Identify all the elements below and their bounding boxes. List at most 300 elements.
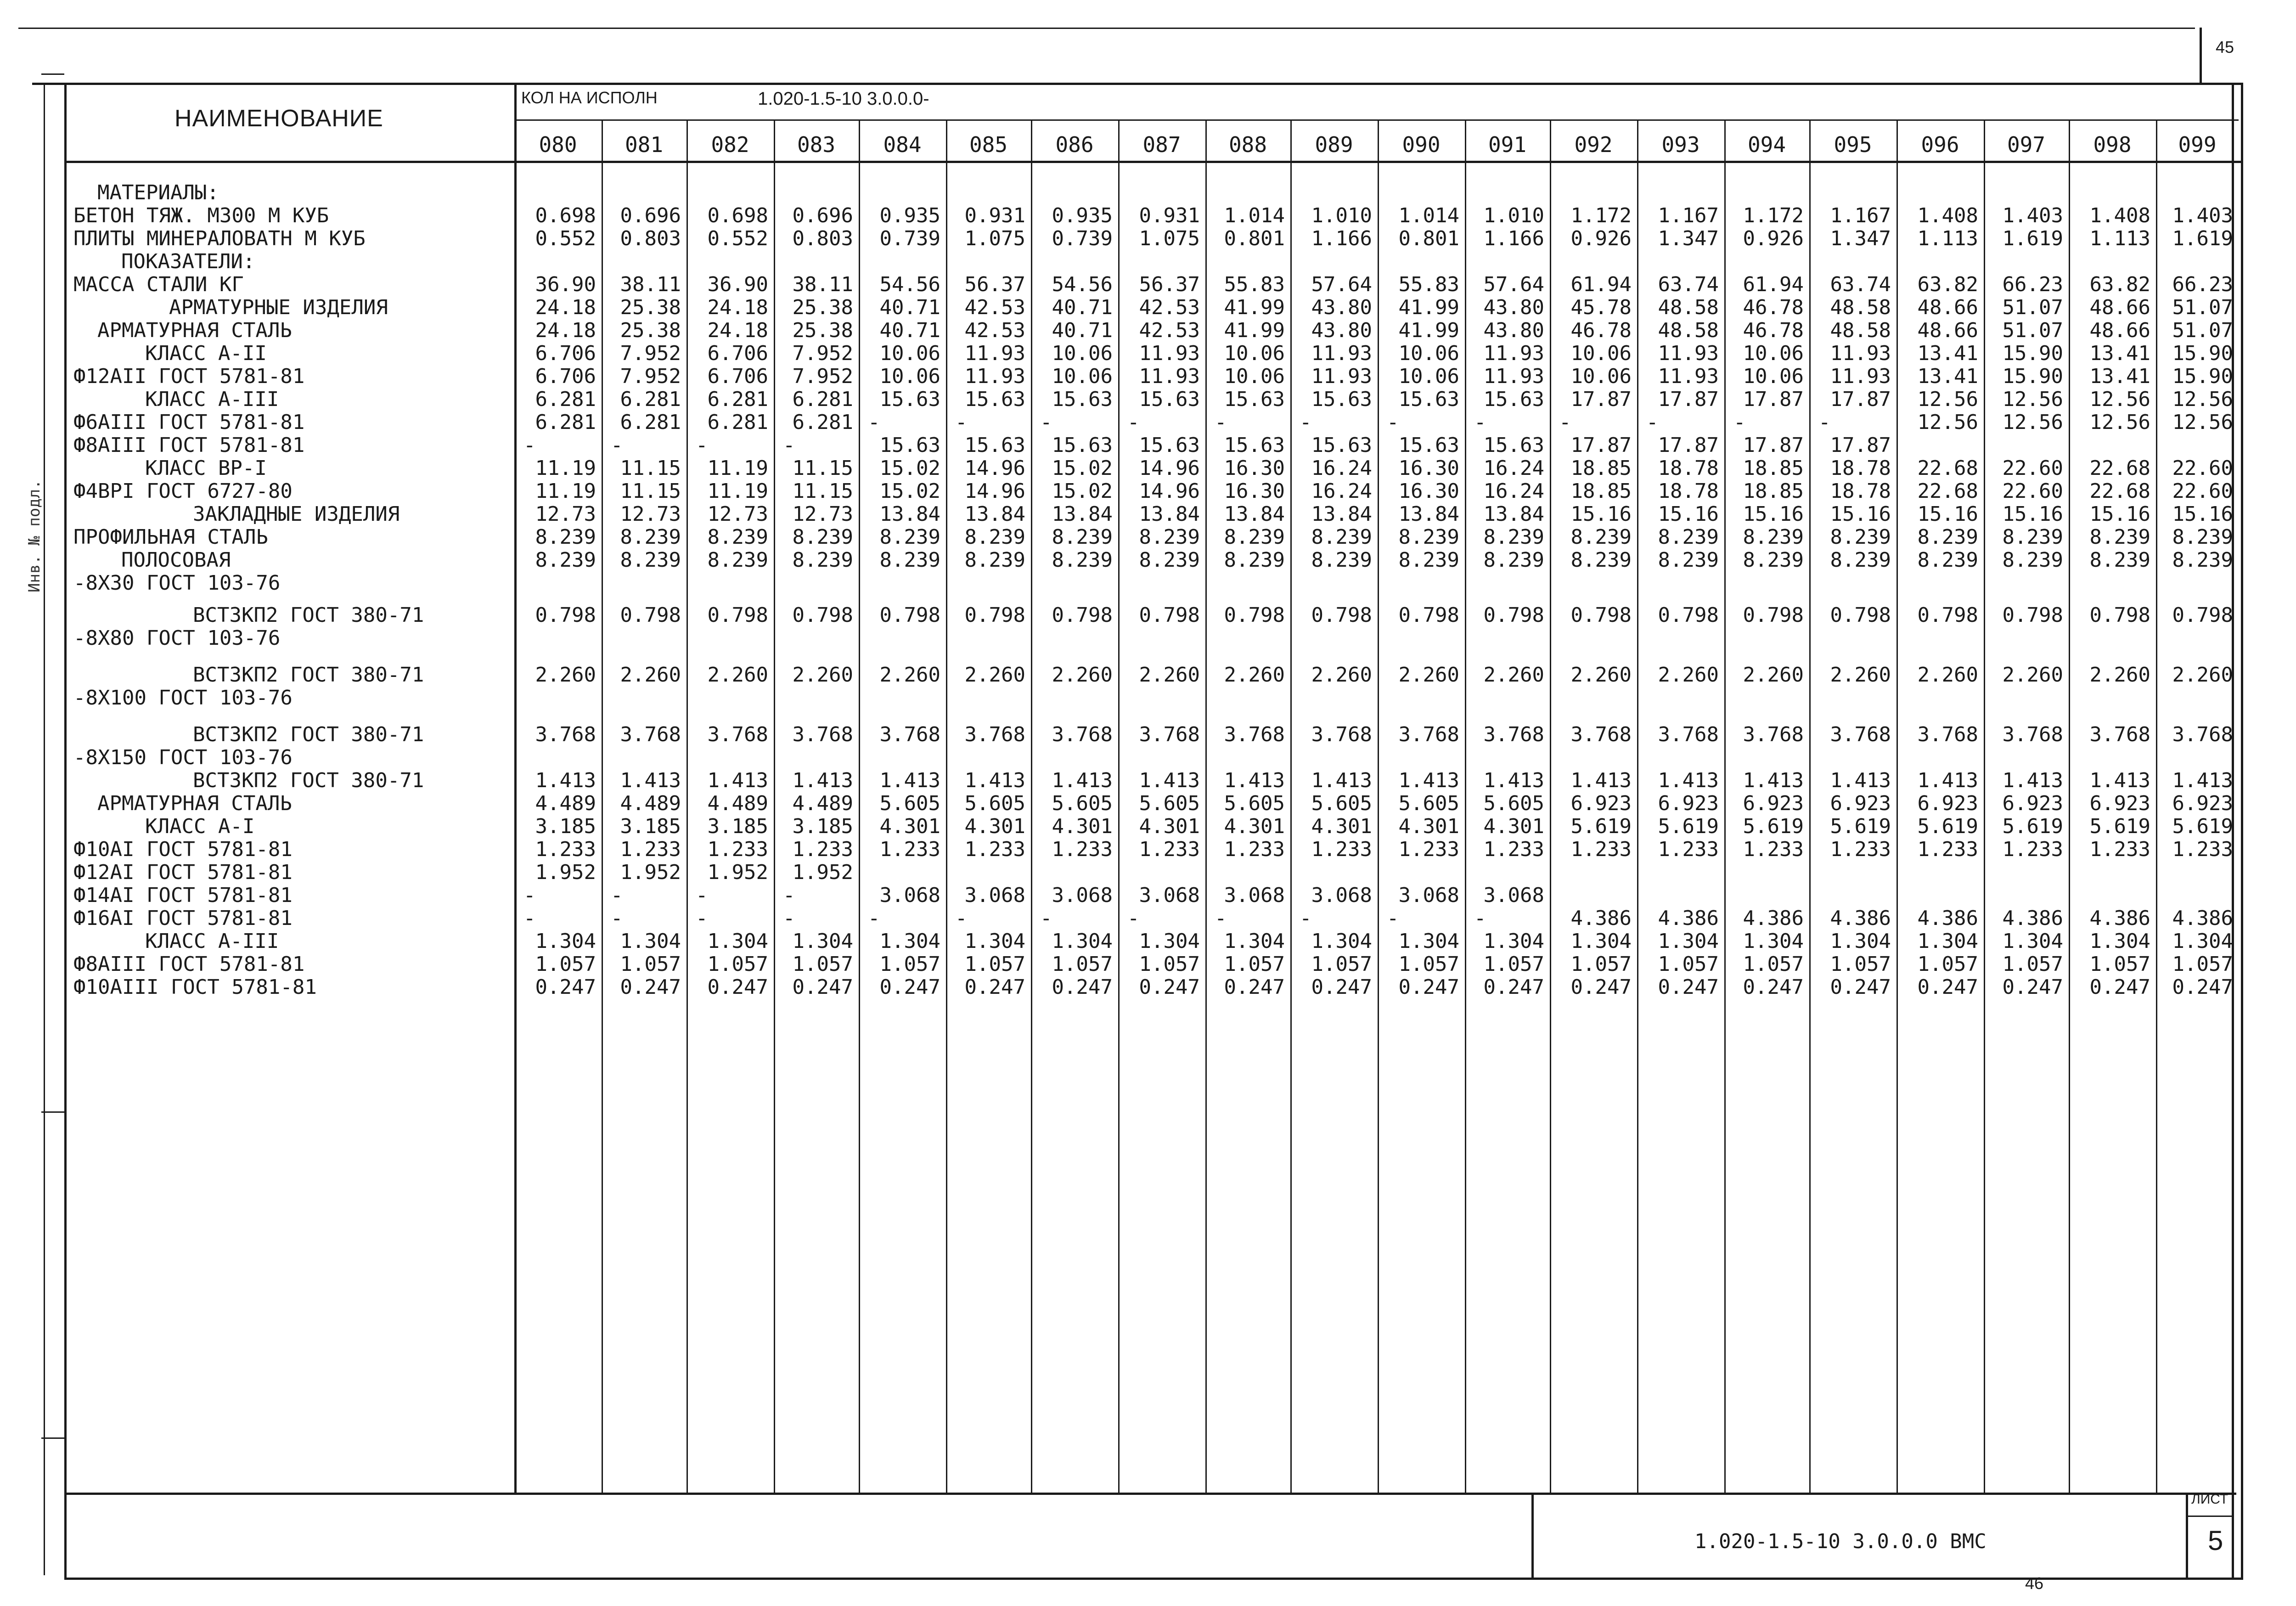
table-cell: 15.63 [1052,388,1113,411]
table-cell: 2.260 [1139,663,1200,687]
table-cell: 11.93 [1311,365,1372,388]
table-cell: 8.239 [1658,548,1719,572]
row-label: ПОКАЗАТЕЛИ: [121,250,255,273]
table-cell: 25.38 [620,319,681,342]
table-cell: 1.057 [1052,952,1113,976]
table-cell: 4.301 [1224,815,1285,838]
table-cell: 10.06 [1224,365,1285,388]
table-cell: 3.768 [1917,723,1978,746]
stamp-top [64,1493,2236,1495]
table-cell: 15.90 [2002,342,2063,365]
table-cell: 0.247 [1483,975,1544,999]
table-cell: 56.37 [1139,273,1200,296]
table-cell: 0.698 [707,204,768,227]
table-cell: 8.239 [2002,525,2063,549]
table-cell: 0.247 [620,975,681,999]
column-header: 090 [1402,132,1441,157]
table-cell: 17.87 [1570,434,1632,457]
column-header: 086 [1055,132,1094,157]
table-cell: 7.952 [620,365,681,388]
table-cell: 13.84 [1052,502,1113,526]
table-cell: 1.413 [1658,769,1719,792]
frame-left [64,83,67,1580]
table-cell: 1.233 [879,838,940,861]
table-cell: 14.96 [964,479,1025,503]
table-cell: 22.68 [1917,479,1978,503]
table-cell: 1.233 [1139,838,1200,861]
table-cell: 17.87 [1830,388,1891,411]
table-cell: 6.923 [1917,792,1978,815]
table-cell: 22.68 [2089,456,2150,480]
table-cell: 15.02 [879,456,940,480]
table-cell: 4.301 [1483,815,1544,838]
table-cell: 1.010 [1311,204,1372,227]
table-cell: 17.87 [1830,434,1891,457]
table-cell: 11.15 [792,456,853,480]
table-cell: 11.93 [1658,342,1719,365]
table-cell: 22.68 [2089,479,2150,503]
table-cell: 46.78 [1743,319,1804,342]
row-label: КЛАСС А-II [145,342,267,365]
table-cell: 15.63 [1139,388,1200,411]
table-cell: 1.233 [1917,838,1978,861]
table-cell: 8.239 [1917,525,1978,549]
table-cell: 56.37 [964,273,1025,296]
table-cell: 0.247 [1139,975,1200,999]
table-cell: 1.413 [1830,769,1891,792]
table-cell: 1.413 [1139,769,1200,792]
table-cell: 6.923 [1743,792,1804,815]
column-header: 098 [2093,132,2132,157]
row-label: Ф8АIII ГОСТ 5781-81 [73,434,305,457]
table-cell: 15.16 [2172,502,2233,526]
table-cell: 1.233 [707,838,768,861]
table-cell: 1.172 [1743,204,1804,227]
table-cell: 40.71 [1052,319,1113,342]
table-cell: 42.53 [964,319,1025,342]
table-cell: 14.96 [1139,479,1200,503]
table-cell: 46.78 [1570,319,1632,342]
table-cell: 48.66 [1917,319,1978,342]
table-cell: 1.057 [1570,952,1632,976]
table-cell: 1.304 [1311,930,1372,953]
table-cell: 8.239 [707,525,768,549]
table-cell: 36.90 [707,273,768,296]
table-cell: 63.74 [1658,273,1719,296]
row-label: ВСТ3КП2 ГОСТ 380-71 [193,769,424,792]
table-cell: 0.798 [1743,603,1804,627]
table-cell: 11.93 [1139,365,1200,388]
sheet-number: 5 [2208,1525,2223,1556]
table-cell: 3.185 [620,815,681,838]
table-cell: 1.619 [2172,227,2233,250]
table-cell: 8.239 [2089,548,2150,572]
table-cell: 8.239 [1311,525,1372,549]
table-cell: 3.068 [1139,884,1200,907]
table-cell: 0.247 [792,975,853,999]
table-cell: 1.413 [1743,769,1804,792]
table-cell: 8.239 [2172,548,2233,572]
table-cell: - [1474,411,1486,434]
table-cell: 6.706 [707,365,768,388]
table-cell: 6.281 [535,388,596,411]
table-cell: 1.413 [1917,769,1978,792]
table-cell: - [783,884,795,907]
table-cell: 15.63 [1311,388,1372,411]
table-cell: 0.798 [1224,603,1285,627]
stamp-sheet-left [2186,1493,2188,1578]
table-cell: 0.247 [1311,975,1372,999]
table-cell: 48.58 [1830,296,1891,319]
table-cell: 5.605 [1224,792,1285,815]
table-cell: 1.057 [879,952,940,976]
table-cell: 8.239 [1483,525,1544,549]
table-cell: 1.347 [1658,227,1719,250]
table-cell: 11.93 [1311,342,1372,365]
table-cell: 11.19 [707,456,768,480]
header-qty-label: КОЛ НА ИСПОЛН [521,88,658,107]
table-cell: 15.63 [1224,388,1285,411]
table-cell: 41.99 [1398,296,1459,319]
table-cell: 12.56 [2089,411,2150,434]
table-cell: 11.15 [620,479,681,503]
table-cell: 3.768 [1224,723,1285,746]
table-cell: 4.386 [1570,907,1632,930]
table-cell: 1.166 [1483,227,1544,250]
table-cell: 63.74 [1830,273,1891,296]
table-cell: 41.99 [1398,319,1459,342]
table-cell: 0.798 [792,603,853,627]
table-cell: 4.386 [1658,907,1719,930]
table-cell: 1.113 [2089,227,2150,250]
column-header: 092 [1574,132,1613,157]
table-cell: 2.260 [535,663,596,687]
table-cell: 24.18 [707,296,768,319]
table-cell: 24.18 [535,296,596,319]
table-cell: 0.798 [1570,603,1632,627]
table-cell: 0.931 [1139,204,1200,227]
table-cell: 8.239 [879,548,940,572]
row-label: ПЛИТЫ МИНЕРАЛОВАТН М КУБ [73,227,366,250]
table-cell: 1.233 [1658,838,1719,861]
table-cell: 0.798 [707,603,768,627]
row-label: АРМАТУРНАЯ СТАЛЬ [97,319,292,342]
table-cell: 5.605 [1483,792,1544,815]
table-cell: 4.386 [1830,907,1891,930]
table-cell: 0.798 [1483,603,1544,627]
row-label: ПОЛОСОВАЯ [121,548,231,572]
table-cell: 1.057 [1917,952,1978,976]
table-cell: 18.78 [1658,456,1719,480]
column-header: 099 [2178,132,2217,157]
table-cell: 1.413 [1224,769,1285,792]
table-cell: 5.619 [2002,815,2063,838]
table-cell: 1.172 [1570,204,1632,227]
table-cell: 1.233 [2172,838,2233,861]
table-cell: 0.247 [707,975,768,999]
table-cell: 3.768 [1570,723,1632,746]
column-header: 096 [1921,132,1959,157]
table-cell: 3.185 [792,815,853,838]
table-cell: 11.15 [792,479,853,503]
table-cell: 12.73 [535,502,596,526]
table-cell: 17.87 [1570,388,1632,411]
table-cell: 8.239 [1743,548,1804,572]
table-cell: 0.798 [879,603,940,627]
table-cell: 16.30 [1224,456,1285,480]
table-cell: 1.233 [964,838,1025,861]
row-label: АРМАТУРНЫЕ ИЗДЕЛИЯ [169,296,388,319]
table-cell: 2.260 [1224,663,1285,687]
table-cell: 43.80 [1483,296,1544,319]
table-cell: 5.619 [1743,815,1804,838]
table-cell: 1.304 [1224,930,1285,953]
table-cell: 15.63 [1139,434,1200,457]
row-label: МАТЕРИАЛЫ: [97,181,219,204]
table-cell: 8.239 [964,548,1025,572]
table-cell: 0.247 [2089,975,2150,999]
row-label: БЕТОН ТЯЖ. М300 М КУБ [73,204,329,227]
table-cell: 0.552 [535,227,596,250]
table-cell: 13.84 [879,502,940,526]
table-cell: 25.38 [620,296,681,319]
table-cell: - [611,434,623,457]
table-cell: 1.413 [2089,769,2150,792]
table-cell: 2.260 [2089,663,2150,687]
table-cell: 1.233 [1570,838,1632,861]
table-cell: 5.619 [1830,815,1891,838]
table-cell: 2.260 [620,663,681,687]
table-cell: 8.239 [535,548,596,572]
table-cell: 22.60 [2002,479,2063,503]
top-rule [18,28,2195,29]
table-cell: 43.80 [1311,296,1372,319]
table-cell: 6.281 [792,388,853,411]
table-cell: 12.56 [2172,411,2233,434]
table-cell: - [783,907,795,930]
table-cell: 1.952 [707,861,768,884]
table-cell: 1.304 [879,930,940,953]
document-code: 1.020-1.5-10 3.0.0.0 ВМС [1694,1530,1986,1553]
table-cell: 0.798 [535,603,596,627]
table-cell: 1.304 [535,930,596,953]
table-cell: 8.239 [1224,548,1285,572]
table-cell: - [696,434,708,457]
row-label: КЛАСС А-I [145,815,255,838]
table-cell: 22.68 [1917,456,1978,480]
table-cell: 3.768 [1052,723,1113,746]
table-cell: 61.94 [1743,273,1804,296]
table-cell: 13.84 [1224,502,1285,526]
table-cell: 1.619 [2002,227,2063,250]
table-cell: 10.06 [1052,365,1113,388]
table-cell: 3.768 [1311,723,1372,746]
table-cell: 55.83 [1398,273,1459,296]
row-label: ПРОФИЛЬНАЯ СТАЛЬ [73,525,268,549]
table-cell: 10.06 [1743,342,1804,365]
table-cell: 4.489 [792,792,853,815]
table-cell: - [868,907,880,930]
table-cell: 15.02 [1052,456,1113,480]
table-cell: 15.63 [879,434,940,457]
table-cell: 63.82 [1917,273,1978,296]
table-cell: 18.78 [1830,456,1891,480]
table-cell: 0.247 [1743,975,1804,999]
table-cell: 66.23 [2172,273,2233,296]
table-cell: 1.233 [2089,838,2150,861]
table-cell: 10.06 [1398,365,1459,388]
table-cell: 5.605 [879,792,940,815]
table-cell: 18.85 [1570,456,1632,480]
column-header: 088 [1228,132,1267,157]
table-cell: 13.84 [1483,502,1544,526]
table-cell: 1.057 [1743,952,1804,976]
table-cell: 8.239 [1311,548,1372,572]
table-cell: 0.247 [1570,975,1632,999]
row-label: ВСТ3КП2 ГОСТ 380-71 [193,603,424,627]
table-cell: 8.239 [1658,525,1719,549]
table-cell: 5.619 [1570,815,1632,838]
table-cell: 6.281 [707,411,768,434]
table-cell: 0.247 [535,975,596,999]
table-cell: 1.413 [1570,769,1632,792]
stamp-left [1531,1493,1534,1578]
table-cell: 1.304 [1483,930,1544,953]
table-cell: 15.16 [1743,502,1804,526]
frame-top [32,83,2241,85]
table-cell: 13.41 [1917,365,1978,388]
table-cell: 0.798 [620,603,681,627]
table-cell: 3.768 [792,723,853,746]
table-cell: 8.239 [707,548,768,572]
table-cell: 8.239 [535,525,596,549]
table-cell: - [1474,907,1486,930]
table-cell: 1.952 [792,861,853,884]
table-cell: 3.768 [620,723,681,746]
row-label: Ф12АI ГОСТ 5781-81 [73,861,293,884]
table-cell: 15.16 [2089,502,2150,526]
table-cell: 3.768 [1658,723,1719,746]
table-cell: 1.010 [1483,204,1544,227]
table-cell: 8.239 [792,548,853,572]
table-cell: 1.167 [1658,204,1719,227]
table-cell: 6.281 [707,388,768,411]
table-cell: 15.63 [1311,434,1372,457]
table-cell: - [611,884,623,907]
table-cell: 2.260 [707,663,768,687]
header-series-code: 1.020-1.5-10 3.0.0.0- [758,89,929,109]
column-header: 080 [539,132,577,157]
table-cell: 15.90 [2172,342,2233,365]
table-cell: 15.16 [1830,502,1891,526]
table-cell: - [783,434,795,457]
row-label: Ф6АIII ГОСТ 5781-81 [73,411,305,434]
table-cell: 1.057 [792,952,853,976]
table-cell: 2.260 [2172,663,2233,687]
table-cell: 3.068 [1224,884,1285,907]
table-cell: 48.66 [1917,296,1978,319]
table-cell: 5.605 [1398,792,1459,815]
table-cell: 3.768 [1398,723,1459,746]
table-cell: 0.739 [879,227,940,250]
table-cell: 2.260 [879,663,940,687]
table-cell: - [611,907,623,930]
table-cell: 0.798 [2172,603,2233,627]
table-cell: 15.02 [1052,479,1113,503]
row-label: Ф4ВРI ГОСТ 6727-80 [73,479,293,503]
table-cell: - [1215,411,1227,434]
table-cell: 15.63 [1052,434,1113,457]
table-cell: 2.260 [792,663,853,687]
table-cell: 8.239 [620,525,681,549]
table-cell: 55.83 [1224,273,1285,296]
table-cell: 36.90 [535,273,596,296]
table-cell: 12.73 [707,502,768,526]
page-number-top: 45 [2216,38,2234,56]
table-cell: 11.93 [1139,342,1200,365]
table-cell: 8.239 [1052,525,1113,549]
table-cell: 3.768 [1139,723,1200,746]
table-cell: - [696,907,708,930]
column-header: 081 [625,132,664,157]
stamp-sheet-divider [2186,1516,2232,1517]
table-cell: 3.768 [2089,723,2150,746]
table-cell: 22.60 [2002,456,2063,480]
table-cell: 25.38 [792,319,853,342]
table-cell: - [523,884,536,907]
table-cell: 0.798 [1830,603,1891,627]
table-cell: 15.90 [2002,365,2063,388]
table-cell: 5.619 [1917,815,1978,838]
header-bottom-rule [64,161,2241,163]
table-cell: 1.233 [1743,838,1804,861]
table-cell: 4.301 [1139,815,1200,838]
table-cell: 48.58 [1830,319,1891,342]
table-cell: 1.167 [1830,204,1891,227]
page-number-box-left [2200,28,2202,83]
row-label: -8Х100 ГОСТ 103-76 [73,686,293,710]
table-cell: - [1127,411,1140,434]
table-cell: 5.619 [2089,815,2150,838]
table-cell: 10.06 [879,365,940,388]
table-cell: 2.260 [2002,663,2063,687]
table-cell: 3.768 [1483,723,1544,746]
table-cell: 0.552 [707,227,768,250]
table-cell: - [1646,411,1659,434]
table-cell: 8.239 [1224,525,1285,549]
table-cell: 4.301 [964,815,1025,838]
table-cell: 17.87 [1658,388,1719,411]
table-cell: 43.80 [1483,319,1544,342]
table-cell: 2.260 [1830,663,1891,687]
table-cell: 0.696 [792,204,853,227]
table-cell: 66.23 [2002,273,2063,296]
table-cell: 1.233 [535,838,596,861]
row-label: ЗАКЛАДНЫЕ ИЗДЕЛИЯ [193,502,400,526]
table-cell: 18.85 [1743,456,1804,480]
table-cell: 1.233 [1224,838,1285,861]
table-cell: 1.413 [620,769,681,792]
table-cell: 3.185 [535,815,596,838]
table-cell: 1.304 [2002,930,2063,953]
row-label: АРМАТУРНАЯ СТАЛЬ [97,792,292,815]
table-cell: 0.798 [1311,603,1372,627]
table-cell: 11.93 [1483,365,1544,388]
table-cell: 3.068 [1398,884,1459,907]
table-cell: 12.56 [1917,388,1978,411]
table-cell: 16.24 [1483,456,1544,480]
table-cell: 15.63 [1224,434,1285,457]
